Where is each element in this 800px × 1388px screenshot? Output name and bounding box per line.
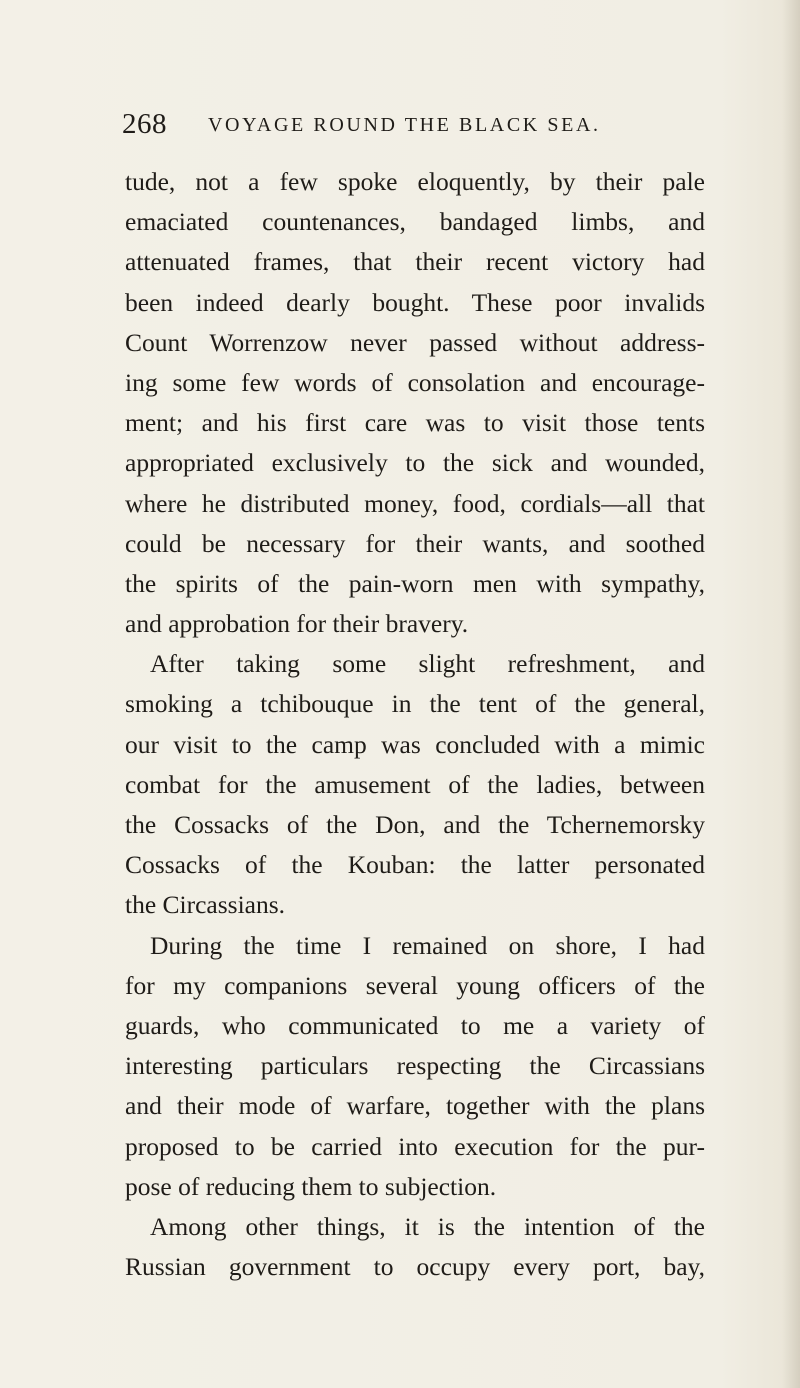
running-head xyxy=(122,108,682,144)
text-line: Cossacks of the Kouban: the latter personated xyxy=(125,850,705,880)
text-line: could be necessary for their wants, and soothed xyxy=(125,528,705,558)
text-line: the spirits of the pain-worn men with sympathy, xyxy=(125,568,705,598)
text-line: Count Worrenzow never passed without address- xyxy=(125,327,705,357)
text-line: the Circassians. xyxy=(125,890,286,920)
paragraph-start-line: During the time I remained on shore, I had xyxy=(150,930,705,960)
text-line: ing some few words of consolation and encourage- xyxy=(125,367,705,397)
text-line: for my companions several young officers of the xyxy=(125,970,705,1000)
paragraph-start-line: After taking some slight refreshment, and xyxy=(150,649,705,679)
text-line: where he distributed money, food, cordials—all that xyxy=(125,488,705,518)
text-line: guards, who communicated to me a variety of xyxy=(125,1010,705,1040)
text-line: Russian government to occupy every port, bay, xyxy=(125,1252,705,1282)
running-title: VOYAGE ROUND THE BLACK SEA. xyxy=(208,114,601,136)
paragraph-start-line: Among other things, it is the intention of the xyxy=(150,1211,705,1241)
text-line: attenuated frames, that their recent victory had xyxy=(125,247,705,277)
body-text xyxy=(125,162,705,1287)
text-line: the Cossacks of the Don, and the Tchernemorsky xyxy=(125,810,705,839)
text-line: appropriated exclusively to the sick and wounded, xyxy=(125,448,705,478)
text-line: our visit to the camp was concluded with a mimic xyxy=(125,729,705,759)
text-line: interesting particulars respecting the Circassians xyxy=(125,1051,705,1081)
text-line: been indeed dearly bought. These poor invalids xyxy=(125,287,705,317)
text-line: pose of reducing them to subjection. xyxy=(125,1171,497,1201)
text-line: tude, not a few spoke eloquently, by their pale xyxy=(125,167,705,196)
text-line: emaciated countenances, bandaged limbs, and xyxy=(125,207,705,237)
text-line: combat for the amusement of the ladies, between xyxy=(125,769,705,799)
page-number: 268 xyxy=(122,108,167,140)
text-line: and approbation for their bravery. xyxy=(125,609,469,639)
text-line: smoking a tchibouque in the tent of the general, xyxy=(125,689,705,719)
page-edge-shadow xyxy=(782,0,800,1388)
text-line: proposed to be carried into execution for the pur- xyxy=(125,1131,705,1161)
text-line: and their mode of warfare, together with the plans xyxy=(125,1091,705,1121)
text-line: ment; and his first care was to visit those tents xyxy=(125,408,705,438)
